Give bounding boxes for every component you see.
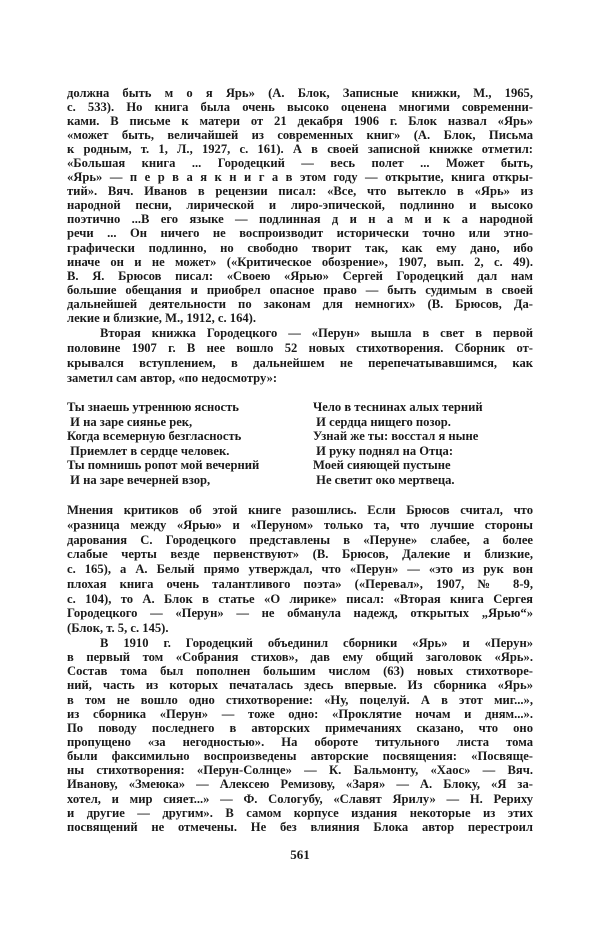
- text-line: ками. В письме к матери от 21 декабря 1906 г. Блок назвал «Ярь»: [67, 114, 533, 129]
- text-line: иначе он и не может» («Критическое обозрение», 1907, вып. 2, с. 49).: [67, 254, 533, 269]
- verse-line: Ты помнишь ропот мой вечерний: [67, 458, 260, 473]
- paragraph-2: [67, 326, 533, 386]
- verse-line: И руку поднял на Отца:: [313, 443, 454, 458]
- text-line: лекие и близкие, М., 1912, с. 164).: [67, 310, 257, 325]
- text-line: В. Я. Брюсов писал: «Своею «Ярью» Сергей Городецкий дал нам: [67, 268, 533, 283]
- text-line: Вторая книжка Городецкого — «Перун» вышла в свет в первой: [100, 326, 533, 340]
- text-line: в том не вошло одно стихотворение: «Ну, поцелуй. А в этот миг...»,: [67, 692, 533, 707]
- verse-line: Моей сияющей пустыне: [313, 458, 451, 473]
- text-line: «может быть, величайшей из современных книг» (А. Блок, Письма: [67, 128, 533, 143]
- text-line: в первый том «Собрания стихов», дав ему общий заголовок «Ярь».: [67, 650, 533, 665]
- text-line: заметил сам автор, «по недосмотру»:: [67, 371, 278, 385]
- verse-line: Не светит око мертвеца.: [313, 472, 455, 487]
- poem-quote: [67, 400, 533, 490]
- text-line: пропущено «за негодностью». На обороте титульного листа тома: [67, 734, 533, 749]
- paragraph-1: [67, 86, 533, 325]
- text-line: большие обещания и приобрел опасное право — быть судимым в своей: [67, 282, 533, 297]
- text-line: Городецкого — «Перун» — не обманула надежд, открытых „Ярью“»: [67, 606, 533, 621]
- poem-column-right: [313, 400, 483, 488]
- text-line: графически подлинно, но свободно творит так, как ему дано, ибо: [67, 240, 533, 255]
- verse-line: Приемлет в сердце человек.: [67, 443, 230, 458]
- verse-line: И сердца нищего позор.: [313, 414, 451, 429]
- text-line: (Блок, т. 5, с. 145).: [67, 621, 169, 635]
- poem-column-left: [67, 400, 259, 488]
- text-line: плохая книга очень талантливого поэта» («Перевал», 1907, № 8-9,: [67, 576, 533, 591]
- text-line: Иванову, «Змеюка» — Алексею Ремизову, «Заря» — А. Блоку, «Я за-: [67, 777, 533, 792]
- text-line: тий». Вяч. Иванов в рецензии писал: «Все, что вытекло в «Ярь» из: [67, 184, 533, 199]
- text-line: поэтично ...В его языке — подлинная д и н а м и к а народной: [67, 212, 533, 227]
- text-line: были факсимильно воспроизведены авторские посвящения: «Посвяще-: [67, 749, 533, 764]
- text-line: «Большая книга ... Городецкий — весь полет ... Может быть,: [67, 156, 533, 171]
- text-line: дальнейшей деятельности по законам для немногих» (В. Брюсов, Да-: [67, 296, 533, 311]
- paragraph-4: [67, 636, 533, 834]
- text-line: половине 1907 г. В нее вошло 52 новых стихотворения. Сборник от-: [67, 341, 533, 355]
- text-line: По поводу последнего в авторских примечаниях сказано, что оно: [67, 720, 533, 735]
- text-line: хотел, и мир сияет...» — Ф. Сологубу, «Славят Ярилу» — Н. Рериху: [67, 791, 533, 806]
- text-line: народной песни, лирической и лиро-эпической, подлинно и высоко: [67, 198, 533, 213]
- text-line: ний, часть из которых печаталась здесь впервые. Из сборника «Ярь»: [67, 678, 533, 693]
- text-line: В 1910 г. Городецкий объединил сборники «Ярь» и «Перун»: [100, 636, 533, 650]
- text-line: «Ярь» — п е р в а я к н и г а в этом году — открытие, книга откры-: [67, 170, 533, 185]
- text-line: крывался вступлением, в дальнейшем не перепечатывавшимся, как: [67, 356, 533, 370]
- text-line: должна быть м о я Ярь» (А. Блок, Записные книжки, М., 1965,: [67, 86, 533, 100]
- text-line: и другие — другим». В самом корпусе издания некоторые из этих: [67, 805, 533, 820]
- text-line: с. 165), а А. Белый прямо утверждал, что «Перун» — «это из рук вон: [67, 562, 533, 576]
- text-line: Состав тома был пополнен большим числом (63) новых стихотворе-: [67, 664, 533, 679]
- verse-line: Когда всемерную безгласность: [67, 429, 242, 444]
- verse-line: Ты знаешь утреннюю ясность: [67, 400, 239, 414]
- text-line: «разница между «Ярью» и «Перуном» только та, что лучшие стороны: [67, 517, 533, 532]
- text-line: с. 533). Но книга была очень высоко оценена многими современни-: [67, 100, 533, 115]
- text-line: дарования С. Городецкого представлены в «Перуне» слабее, а более: [67, 532, 533, 547]
- verse-line: Узнай же ты: восстал я ныне: [313, 429, 479, 444]
- paragraph-3: [67, 503, 533, 636]
- text-line: речи ... Он ничего не воспроизводит исторически точно или этно-: [67, 226, 533, 241]
- text-line: слабые черты везде первенствуют» (В. Брюсов, Далекие и близкие,: [67, 547, 533, 562]
- text-line: Мнения критиков об этой книге разошлись. Если Брюсов считал, что: [67, 503, 533, 517]
- text-line: с. 104), то А. Блок в статье «О лирике» писал: «Вторая книга Сергея: [67, 591, 533, 606]
- page-number: 561: [290, 847, 310, 862]
- text-line: ны стихотворения: «Перун-Солнце» — К. Бальмонту, «Хаос» — Вяч.: [67, 763, 533, 778]
- text-line: из сборника «Перун» — тоже одно: «Проклятие ночам и дням...».: [67, 706, 533, 721]
- verse-line: И на заре вечерней взор,: [67, 472, 211, 487]
- verse-line: Чело в теснинах алых терний: [313, 400, 483, 414]
- text-line: посвящений не отмечены. Не без влияния Блока автор перестроил: [67, 819, 533, 834]
- text-line: к родным, т. 1, Л., 1927, с. 161). А в своей записной книжке отметил:: [67, 142, 533, 157]
- verse-line: И на заре сиянье рек,: [67, 414, 193, 429]
